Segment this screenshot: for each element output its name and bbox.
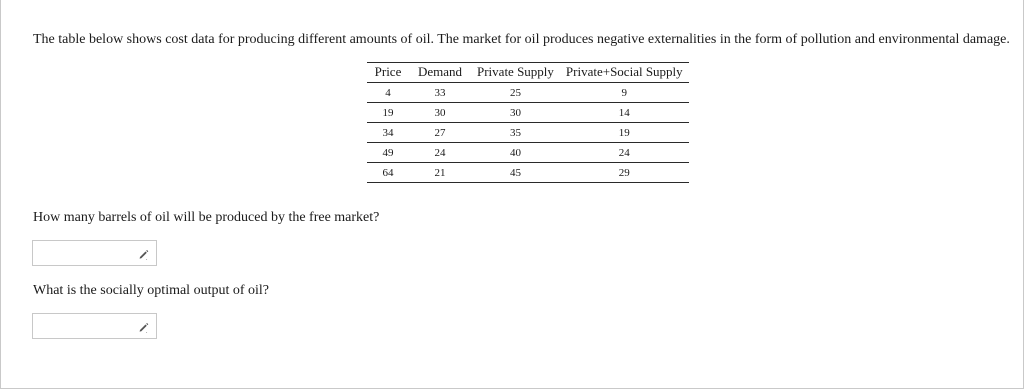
header-demand: Demand	[409, 63, 471, 83]
header-price: Price	[367, 63, 409, 83]
pencil-icon[interactable]	[138, 247, 150, 259]
pencil-icon[interactable]	[138, 320, 150, 332]
answer-input-socially-optimal[interactable]	[33, 314, 141, 338]
table-row	[367, 83, 689, 103]
table-row	[367, 123, 689, 143]
cell-price: 19	[367, 103, 409, 123]
table-row	[367, 163, 689, 183]
cell-private-supply: 35	[471, 123, 560, 143]
cell-private-supply: 25	[471, 83, 560, 103]
cell-private-social-supply: 19	[560, 123, 689, 143]
question-free-market: How many barrels of oil will be produced by the free market?	[33, 210, 380, 225]
table-row	[367, 103, 689, 123]
cell-price: 64	[367, 163, 409, 183]
cost-data-table	[367, 62, 689, 183]
cell-private-social-supply: 29	[560, 163, 689, 183]
cell-private-social-supply: 24	[560, 143, 689, 163]
cell-price: 4	[367, 83, 409, 103]
cell-private-supply: 40	[471, 143, 560, 163]
answer-box-socially-optimal[interactable]	[32, 313, 157, 339]
table-header-row	[367, 63, 689, 83]
cell-private-supply: 30	[471, 103, 560, 123]
cell-private-social-supply: 14	[560, 103, 689, 123]
cell-price: 34	[367, 123, 409, 143]
table-row	[367, 143, 689, 163]
header-private-supply: Private Supply	[471, 63, 560, 83]
intro-text: The table below shows cost data for producing different amounts of oil. The market for oil produces negative externalities in the form of pollution and environmental damage.	[33, 32, 1010, 47]
cell-private-social-supply: 9	[560, 83, 689, 103]
cell-demand: 27	[409, 123, 471, 143]
cell-price: 49	[367, 143, 409, 163]
answer-box-free-market[interactable]	[32, 240, 157, 266]
cell-demand: 30	[409, 103, 471, 123]
cell-demand: 24	[409, 143, 471, 163]
question-socially-optimal: What is the socially optimal output of oil?	[33, 283, 270, 298]
cell-private-supply: 45	[471, 163, 560, 183]
cell-demand: 33	[409, 83, 471, 103]
answer-input-free-market[interactable]	[33, 241, 141, 265]
cell-demand: 21	[409, 163, 471, 183]
header-private-social-supply: Private+Social Supply	[560, 63, 689, 83]
